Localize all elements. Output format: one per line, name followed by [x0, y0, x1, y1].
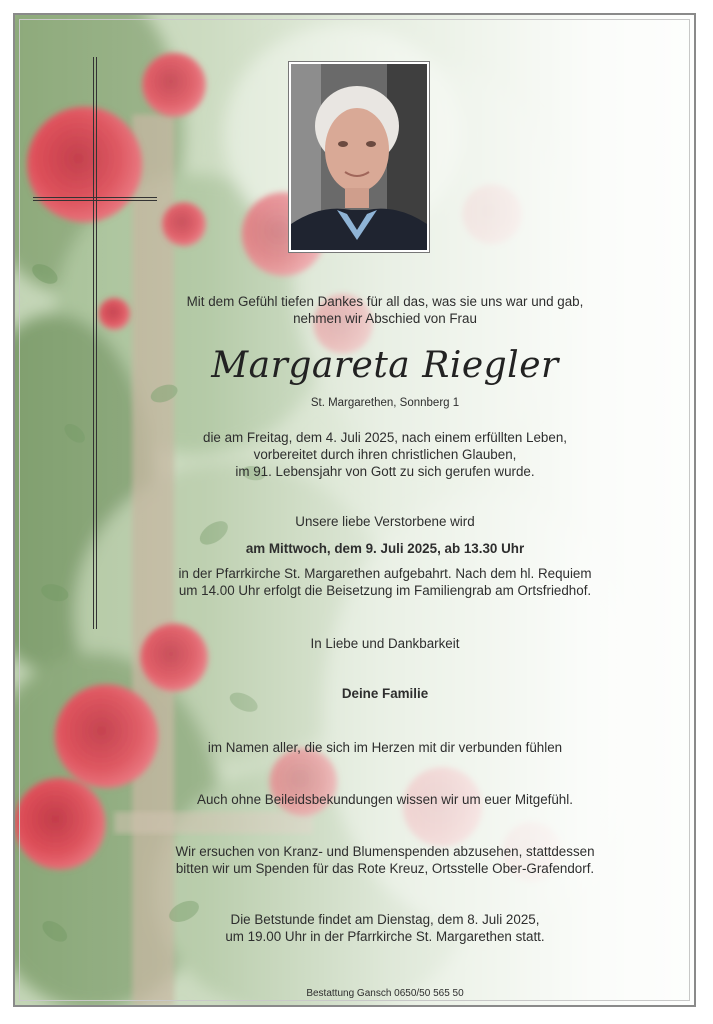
cross-vertical-bar	[93, 57, 97, 629]
passing-line: die am Freitag, dem 4. Juli 2025, nach einem erfüllten Leben,	[203, 430, 567, 445]
viewing-text	[110, 565, 660, 599]
deceased-address: St. Margarethen, Sonnberg 1	[310, 397, 460, 409]
viewing-line: um 14.00 Uhr erfolgt die Beisetzung im Familiengrab am Ortsfriedhof.	[178, 583, 592, 598]
donations-text	[110, 843, 660, 877]
behalf-text: im Namen aller, die sich im Herzen mit dir verbunden fühlen	[207, 740, 563, 755]
love-gratitude: In Liebe und Dankbarkeit	[310, 636, 460, 651]
passing-line: vorbereitet durch ihren christlichen Glauben,	[253, 447, 517, 462]
passing-text	[110, 429, 660, 480]
deceased-name: Margareta Riegler	[211, 345, 559, 386]
prayer-line: um 19.00 Uhr in der Pfarrkirche St. Margarethen statt.	[225, 929, 545, 944]
obituary-frame	[13, 13, 696, 1007]
intro-line: Mit dem Gefühl tiefen Dankes für all das, was sie uns war und gab,	[186, 294, 584, 309]
donations-line: bitten wir um Spenden für das Rote Kreuz, Ortsstelle Ober-Grafendorf.	[175, 861, 595, 876]
viewing-intro: Unsere liebe Verstorbene wird	[295, 514, 475, 529]
viewing-line: in der Pfarrkirche St. Margarethen aufgebahrt. Nach dem hl. Requiem	[178, 566, 592, 581]
donations-line: Wir ersuchen von Kranz- und Blumenspenden abzusehen, stattdessen	[175, 844, 595, 859]
prayer-text	[110, 911, 660, 945]
intro-text	[110, 293, 660, 327]
viewing-date: am Mittwoch, dem 9. Juli 2025, ab 13.30 Uhr	[245, 541, 525, 556]
family-signature: Deine Familie	[341, 686, 429, 701]
sympathy-text: Auch ohne Beileidsbekundungen wissen wir um euer Mitgefühl.	[197, 792, 573, 807]
passing-line: im 91. Lebensjahr von Gott zu sich gerufen wurde.	[235, 464, 535, 479]
cross-horizontal-bar	[33, 197, 157, 201]
intro-line: nehmen wir Abschied von Frau	[293, 311, 477, 326]
prayer-line: Die Betstunde findet am Dienstag, dem 8. Juli 2025,	[230, 912, 540, 927]
portrait-photo	[289, 62, 429, 252]
undertaker-footer: Bestattung Gansch 0650/50 565 50	[306, 988, 464, 999]
